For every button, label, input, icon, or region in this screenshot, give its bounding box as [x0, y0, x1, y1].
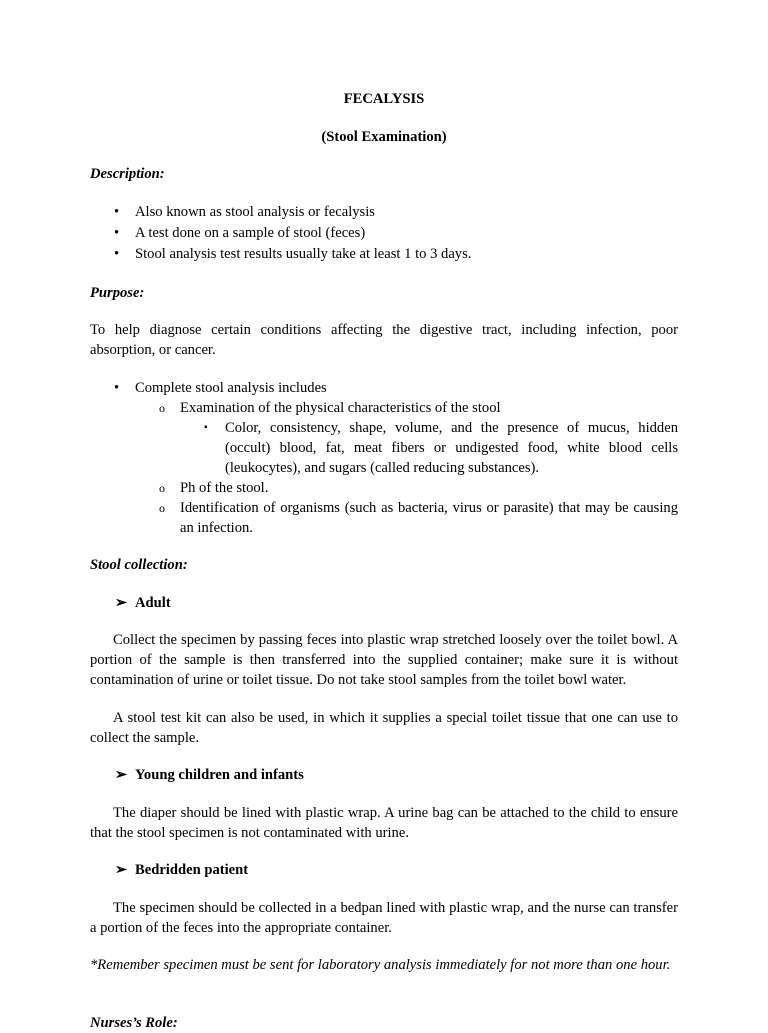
bullet-icon: • [114, 204, 120, 220]
circle-bullet-icon: o [159, 481, 165, 495]
children-paragraph: The diaper should be lined with plastic wrap. A urine bag can be attached to the child to ensure that the stool specimen is not contaminated with urine. [90, 805, 678, 841]
description-heading: Description: [90, 166, 165, 182]
collection-heading: Stool collection: [90, 557, 188, 573]
analysis-sub-sub-item: Color, consistency, shape, volume, and the presence of mucus, hidden (occult) blood, fat, meat fibers or undigested food, white blood cells (leukocytes), and sugars (called reducing substances). [225, 420, 678, 476]
adult-label: Adult [135, 595, 171, 611]
list-item [159, 478, 678, 498]
bedridden-paragraph: The specimen should be collected in a bedpan lined with plastic wrap, and the nurse can transfer a portion of the feces into the appropriate container. [90, 900, 678, 936]
adult-paragraph-2: A stool test kit can also be used, in which it supplies a special toilet tissue that one can use to collect the sample. [90, 710, 678, 746]
bullet-icon: • [114, 246, 120, 262]
list-item [114, 223, 678, 243]
purpose-paragraph: To help diagnose certain conditions affecting the digestive tract, including infection, poor absorption, or cancer. [90, 322, 678, 358]
purpose-heading: Purpose: [90, 285, 145, 301]
list-item [114, 202, 678, 222]
list-item [159, 498, 678, 538]
analysis-sub-item-2: Ph of the stool. [180, 480, 269, 496]
analysis-item: Complete stool analysis includes [135, 380, 327, 396]
description-item-2: A test done on a sample of stool (feces) [135, 225, 366, 241]
analysis-sub-item-1: Examination of the physical characteristics of the stool [180, 400, 501, 416]
square-bullet-icon: ▪ [204, 422, 208, 433]
list-item [114, 244, 678, 264]
description-item-1: Also known as stool analysis or fecalysis [135, 204, 375, 220]
arrow-bullet-icon: ➢ [115, 595, 128, 611]
nurses-role-heading: Nurses’s Role: [90, 1015, 178, 1031]
children-label: Young children and infants [135, 767, 304, 783]
adult-subheading [115, 593, 171, 613]
list-item [204, 418, 678, 478]
bullet-icon: • [114, 380, 120, 396]
bedridden-subheading [115, 860, 248, 880]
bedridden-label: Bedridden patient [135, 862, 249, 878]
arrow-bullet-icon: ➢ [115, 767, 128, 783]
arrow-bullet-icon: ➢ [115, 862, 128, 878]
children-subheading [115, 765, 304, 785]
adult-paragraph-1: Collect the specimen by passing feces into plastic wrap stretched loosely over the toilet bowl. A portion of the sample is then transferred into the supplied container; make sure it is without contamination of urine or toilet tissue. Do not take stool samples from the toilet bowl water. [90, 632, 678, 688]
description-item-3: Stool analysis test results usually take at least 1 to 3 days. [135, 246, 472, 262]
list-item [114, 378, 678, 398]
bullet-icon: • [114, 225, 120, 241]
document-title: FECALYSIS [343, 91, 425, 107]
document-subtitle: (Stool Examination) [321, 129, 447, 145]
analysis-sub-item-3: Identification of organisms (such as bacteria, virus or parasite) that may be causing an infection. [180, 500, 678, 536]
list-item [159, 398, 678, 418]
circle-bullet-icon: o [159, 401, 165, 415]
circle-bullet-icon: o [159, 501, 165, 515]
collection-note: *Remember specimen must be sent for laboratory analysis immediately for not more than one hour. [90, 957, 671, 973]
